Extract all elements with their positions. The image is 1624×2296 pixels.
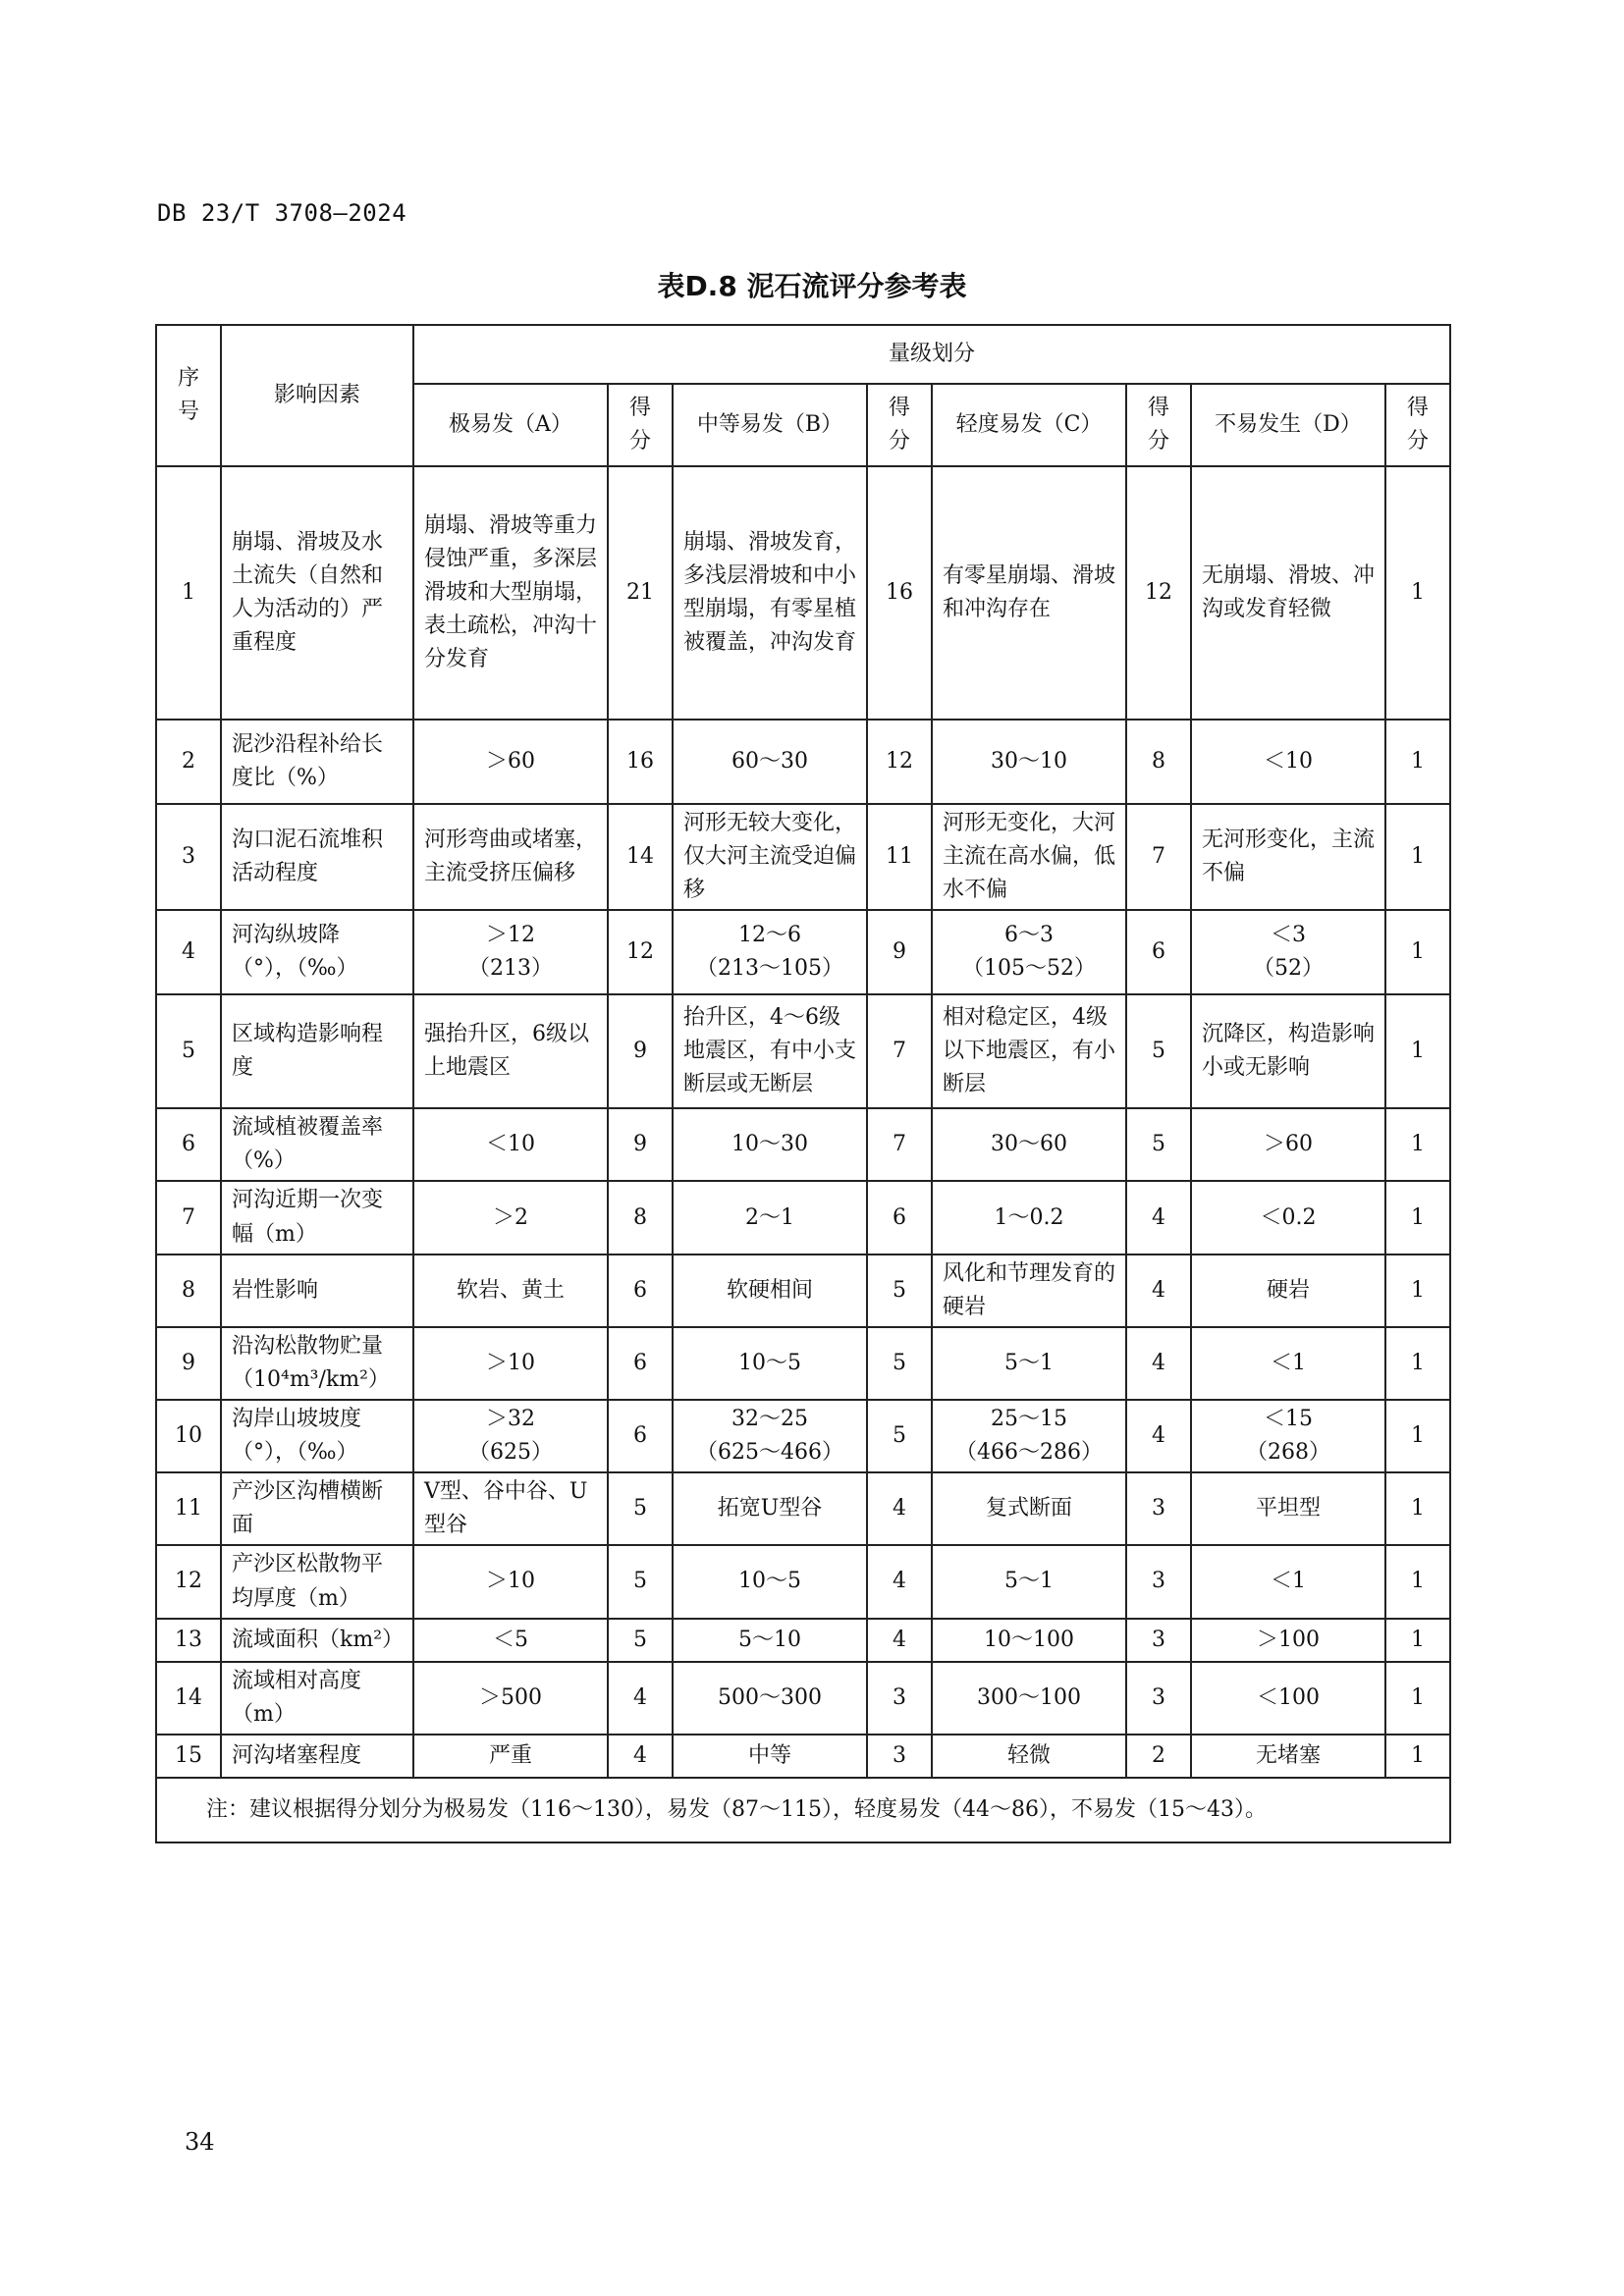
- level-d-cell: ＞60: [1191, 1108, 1385, 1181]
- level-c-cell: 风化和节理发育的硬岩: [932, 1255, 1126, 1327]
- level-c-cell: 河形无变化，大河主流在高水偏，低水不偏: [932, 804, 1126, 910]
- factor-cell: 沿沟松散物贮量（10⁴m³/km²）: [221, 1327, 413, 1400]
- level-c-cell: 5～1: [932, 1545, 1126, 1618]
- table-row: [156, 1619, 1450, 1662]
- score-c-cell: 4: [1126, 1327, 1191, 1400]
- score-a-cell: 6: [608, 1255, 673, 1327]
- level-c-cell: 5～1: [932, 1327, 1126, 1400]
- score-a-cell: 6: [608, 1400, 673, 1472]
- row-number: 12: [156, 1545, 221, 1618]
- factor-cell: 产沙区松散物平均厚度（m）: [221, 1545, 413, 1618]
- level-a-cell: 崩塌、滑坡等重力侵蚀严重，多深层滑坡和大型崩塌，表土疏松，冲沟十分发育: [413, 466, 608, 720]
- row-number: 8: [156, 1255, 221, 1327]
- score-c-cell: 3: [1126, 1545, 1191, 1618]
- level-c-cell: 10～100: [932, 1619, 1126, 1662]
- score-a-cell: 9: [608, 994, 673, 1108]
- level-d-cell: ＜0.2: [1191, 1181, 1385, 1254]
- level-a-cell: ＞2: [413, 1181, 608, 1254]
- score-b-cell: 5: [867, 1327, 932, 1400]
- level-d-cell: ＞100: [1191, 1619, 1385, 1662]
- page-number: 34: [185, 2128, 215, 2156]
- debris-flow-scoring-table: [155, 324, 1451, 1843]
- score-a-cell: 14: [608, 804, 673, 910]
- document-code: DB 23/T 3708—2024: [157, 199, 407, 227]
- row-number: 3: [156, 804, 221, 910]
- level-b-cell: 抬升区，4～6级地震区，有中小支断层或无断层: [673, 994, 867, 1108]
- level-c-cell: 25～15 （466～286）: [932, 1400, 1126, 1472]
- factor-cell: 流域相对高度（m）: [221, 1662, 413, 1735]
- level-b-cell: 12～6 （213～105）: [673, 910, 867, 994]
- level-a-cell: ＞10: [413, 1327, 608, 1400]
- level-d-cell: 沉降区，构造影响小或无影响: [1191, 994, 1385, 1108]
- score-d-cell: 1: [1385, 1662, 1450, 1735]
- score-b-cell: 7: [867, 1108, 932, 1181]
- level-a-cell: 河形弯曲或堵塞，主流受挤压偏移: [413, 804, 608, 910]
- scoring-table-container: [155, 324, 1449, 1843]
- factor-cell: 河沟纵坡降（°），（‰）: [221, 910, 413, 994]
- score-b-cell: 4: [867, 1619, 932, 1662]
- table-row: [156, 994, 1450, 1108]
- level-c-cell: 1～0.2: [932, 1181, 1126, 1254]
- table-row: [156, 910, 1450, 994]
- score-a-cell: 5: [608, 1619, 673, 1662]
- score-b-cell: 12: [867, 720, 932, 804]
- header-magnitude-group: 量级划分: [413, 325, 1450, 384]
- level-a-cell: 强抬升区，6级以上地震区: [413, 994, 608, 1108]
- header-score-c: 得 分: [1126, 384, 1191, 466]
- score-c-cell: 4: [1126, 1255, 1191, 1327]
- level-c-cell: 相对稳定区，4级以下地震区，有小断层: [932, 994, 1126, 1108]
- row-number: 5: [156, 994, 221, 1108]
- header-seq: 序 号: [156, 325, 221, 466]
- level-c-cell: 有零星崩塌、滑坡和冲沟存在: [932, 466, 1126, 720]
- score-c-cell: 8: [1126, 720, 1191, 804]
- level-d-cell: ＜10: [1191, 720, 1385, 804]
- score-d-cell: 1: [1385, 910, 1450, 994]
- header-level-d: 不易发生（D）: [1191, 384, 1385, 466]
- table-row: [156, 1108, 1450, 1181]
- level-b-cell: 10～30: [673, 1108, 867, 1181]
- level-d-cell: 无崩塌、滑坡、冲沟或发育轻微: [1191, 466, 1385, 720]
- score-b-cell: 6: [867, 1181, 932, 1254]
- score-b-cell: 5: [867, 1255, 932, 1327]
- table-row: [156, 1545, 1450, 1618]
- table-row: [156, 1327, 1450, 1400]
- level-a-cell: 软岩、黄土: [413, 1255, 608, 1327]
- score-a-cell: 5: [608, 1472, 673, 1545]
- score-d-cell: 1: [1385, 1255, 1450, 1327]
- score-b-cell: 9: [867, 910, 932, 994]
- score-a-cell: 5: [608, 1545, 673, 1618]
- score-d-cell: 1: [1385, 1619, 1450, 1662]
- score-b-cell: 7: [867, 994, 932, 1108]
- level-d-cell: 无河形变化，主流不偏: [1191, 804, 1385, 910]
- header-score-a: 得 分: [608, 384, 673, 466]
- factor-cell: 沟岸山坡坡度（°），（‰）: [221, 1400, 413, 1472]
- score-b-cell: 11: [867, 804, 932, 910]
- score-a-cell: 4: [608, 1662, 673, 1735]
- score-d-cell: 1: [1385, 1400, 1450, 1472]
- score-d-cell: 1: [1385, 466, 1450, 720]
- level-d-cell: 无堵塞: [1191, 1735, 1385, 1778]
- level-a-cell: ＞500: [413, 1662, 608, 1735]
- table-row: [156, 466, 1450, 720]
- score-c-cell: 3: [1126, 1619, 1191, 1662]
- level-b-cell: 中等: [673, 1735, 867, 1778]
- factor-cell: 沟口泥石流堆积活动程度: [221, 804, 413, 910]
- level-b-cell: 崩塌、滑坡发育，多浅层滑坡和中小型崩塌，有零星植被覆盖，冲沟发育: [673, 466, 867, 720]
- table-title: 表D.8 泥石流评分参考表: [657, 270, 967, 302]
- level-b-cell: 软硬相间: [673, 1255, 867, 1327]
- level-a-cell: ＞32 （625）: [413, 1400, 608, 1472]
- score-a-cell: 16: [608, 720, 673, 804]
- level-b-cell: 32～25 （625～466）: [673, 1400, 867, 1472]
- level-d-cell: ＜1: [1191, 1545, 1385, 1618]
- score-c-cell: 4: [1126, 1400, 1191, 1472]
- table-row: [156, 804, 1450, 910]
- table-row: [156, 1662, 1450, 1735]
- level-b-cell: 10～5: [673, 1545, 867, 1618]
- level-a-cell: ＞10: [413, 1545, 608, 1618]
- row-number: 1: [156, 466, 221, 720]
- factor-cell: 区域构造影响程度: [221, 994, 413, 1108]
- score-a-cell: 9: [608, 1108, 673, 1181]
- header-factor: 影响因素: [221, 325, 413, 466]
- score-c-cell: 5: [1126, 994, 1191, 1108]
- score-d-cell: 1: [1385, 994, 1450, 1108]
- score-c-cell: 3: [1126, 1472, 1191, 1545]
- score-c-cell: 4: [1126, 1181, 1191, 1254]
- factor-cell: 流域植被覆盖率（%）: [221, 1108, 413, 1181]
- score-d-cell: 1: [1385, 804, 1450, 910]
- score-d-cell: 1: [1385, 1181, 1450, 1254]
- header-score-d: 得 分: [1385, 384, 1450, 466]
- factor-cell: 岩性影响: [221, 1255, 413, 1327]
- row-number: 13: [156, 1619, 221, 1662]
- level-a-cell: ＜5: [413, 1619, 608, 1662]
- row-number: 7: [156, 1181, 221, 1254]
- level-c-cell: 6～3 （105～52）: [932, 910, 1126, 994]
- score-d-cell: 1: [1385, 1472, 1450, 1545]
- level-a-cell: ＞12 （213）: [413, 910, 608, 994]
- score-b-cell: 16: [867, 466, 932, 720]
- row-number: 6: [156, 1108, 221, 1181]
- row-number: 14: [156, 1662, 221, 1735]
- table-row: [156, 1181, 1450, 1254]
- header-row-top: [156, 325, 1450, 384]
- header-level-c: 轻度易发（C）: [932, 384, 1126, 466]
- level-b-cell: 河形无较大变化，仅大河主流受迫偏移: [673, 804, 867, 910]
- header-level-a: 极易发（A）: [413, 384, 608, 466]
- score-d-cell: 1: [1385, 1545, 1450, 1618]
- factor-cell: 河沟近期一次变幅（m）: [221, 1181, 413, 1254]
- row-number: 10: [156, 1400, 221, 1472]
- level-b-cell: 60～30: [673, 720, 867, 804]
- score-a-cell: 4: [608, 1735, 673, 1778]
- level-d-cell: 硬岩: [1191, 1255, 1385, 1327]
- score-c-cell: 2: [1126, 1735, 1191, 1778]
- level-b-cell: 拓宽U型谷: [673, 1472, 867, 1545]
- row-number: 2: [156, 720, 221, 804]
- score-d-cell: 1: [1385, 1327, 1450, 1400]
- score-b-cell: 4: [867, 1472, 932, 1545]
- level-a-cell: ＞60: [413, 720, 608, 804]
- factor-cell: 流域面积（km²）: [221, 1619, 413, 1662]
- level-d-cell: ＜3 （52）: [1191, 910, 1385, 994]
- score-b-cell: 4: [867, 1545, 932, 1618]
- level-a-cell: 严重: [413, 1735, 608, 1778]
- table-row: [156, 1735, 1450, 1778]
- score-a-cell: 21: [608, 466, 673, 720]
- header-score-b: 得 分: [867, 384, 932, 466]
- header-level-b: 中等易发（B）: [673, 384, 867, 466]
- table-body: [156, 466, 1450, 1778]
- factor-cell: 产沙区沟槽横断面: [221, 1472, 413, 1545]
- level-d-cell: ＜15 （268）: [1191, 1400, 1385, 1472]
- level-d-cell: ＜100: [1191, 1662, 1385, 1735]
- level-c-cell: 300～100: [932, 1662, 1126, 1735]
- factor-cell: 泥沙沿程补给长度比（%）: [221, 720, 413, 804]
- level-c-cell: 轻微: [932, 1735, 1126, 1778]
- score-c-cell: 5: [1126, 1108, 1191, 1181]
- level-a-cell: V型、谷中谷、U型谷: [413, 1472, 608, 1545]
- table-row: [156, 1255, 1450, 1327]
- row-number: 4: [156, 910, 221, 994]
- score-c-cell: 7: [1126, 804, 1191, 910]
- score-d-cell: 1: [1385, 1108, 1450, 1181]
- score-a-cell: 8: [608, 1181, 673, 1254]
- level-c-cell: 复式断面: [932, 1472, 1126, 1545]
- score-c-cell: 6: [1126, 910, 1191, 994]
- level-b-cell: 5～10: [673, 1619, 867, 1662]
- score-b-cell: 5: [867, 1400, 932, 1472]
- score-a-cell: 12: [608, 910, 673, 994]
- level-d-cell: ＜1: [1191, 1327, 1385, 1400]
- factor-cell: 河沟堵塞程度: [221, 1735, 413, 1778]
- score-b-cell: 3: [867, 1735, 932, 1778]
- level-a-cell: ＜10: [413, 1108, 608, 1181]
- note-row: [156, 1778, 1450, 1842]
- level-d-cell: 平坦型: [1191, 1472, 1385, 1545]
- level-c-cell: 30～60: [932, 1108, 1126, 1181]
- level-c-cell: 30～10: [932, 720, 1126, 804]
- table-note: 注：建议根据得分划分为极易发（116～130），易发（87～115），轻度易发（44～86），不易发（15～43）。: [156, 1778, 1450, 1842]
- table-row: [156, 720, 1450, 804]
- level-b-cell: 500～300: [673, 1662, 867, 1735]
- score-c-cell: 3: [1126, 1662, 1191, 1735]
- score-c-cell: 12: [1126, 466, 1191, 720]
- level-b-cell: 10～5: [673, 1327, 867, 1400]
- table-row: [156, 1472, 1450, 1545]
- row-number: 15: [156, 1735, 221, 1778]
- score-b-cell: 3: [867, 1662, 932, 1735]
- row-number: 11: [156, 1472, 221, 1545]
- table-row: [156, 1400, 1450, 1472]
- level-b-cell: 2～1: [673, 1181, 867, 1254]
- factor-cell: 崩塌、滑坡及水土流失（自然和人为活动的）严重程度: [221, 466, 413, 720]
- score-a-cell: 6: [608, 1327, 673, 1400]
- score-d-cell: 1: [1385, 720, 1450, 804]
- row-number: 9: [156, 1327, 221, 1400]
- score-d-cell: 1: [1385, 1735, 1450, 1778]
